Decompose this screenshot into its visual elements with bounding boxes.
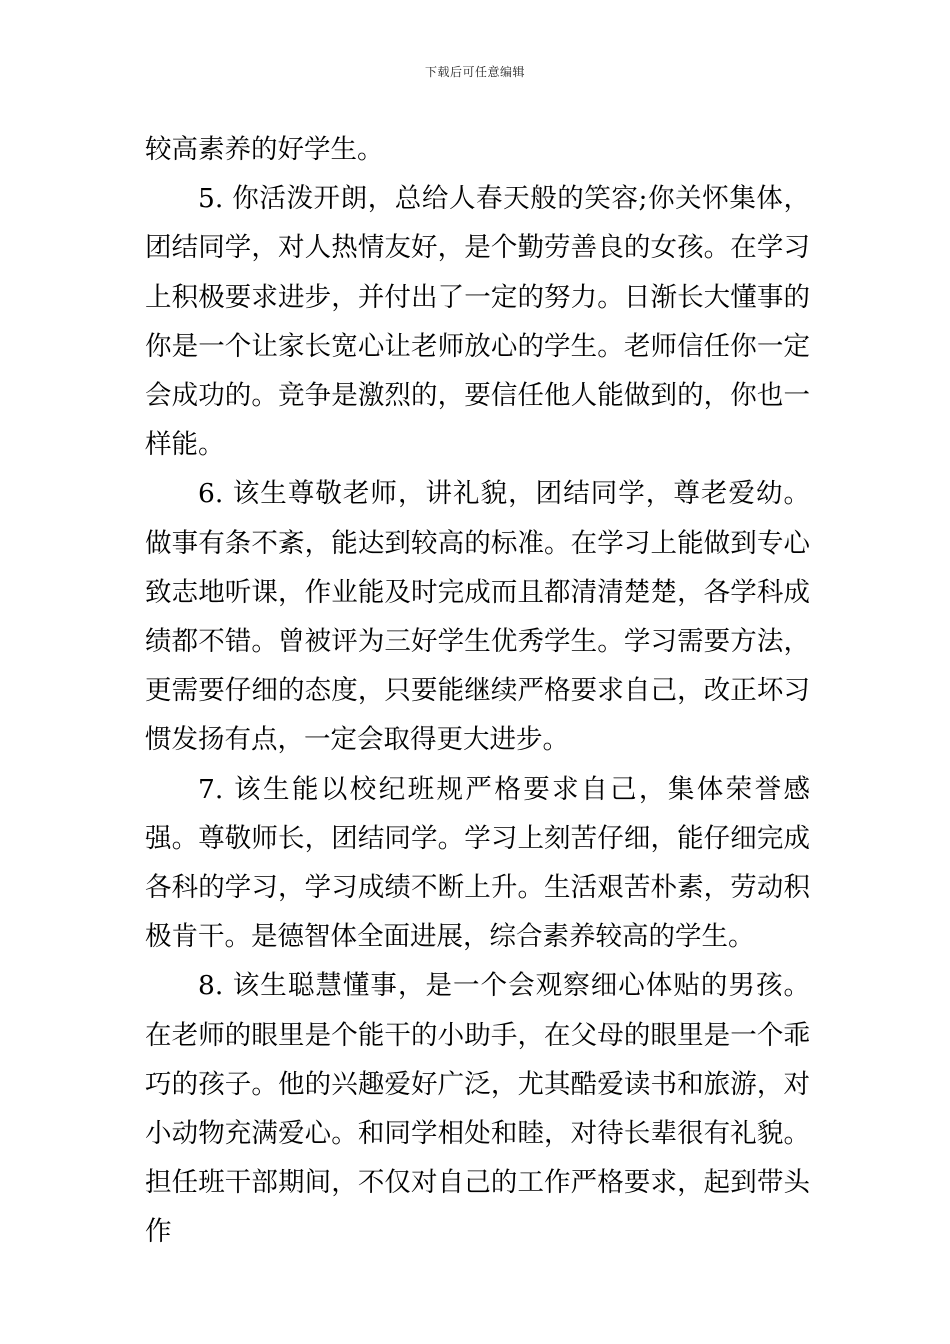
- paragraph-item-7: 7. 该生能以校纪班规严格要求自己，集体荣誉感强。尊敬师长，团结同学。学习上刻苦仔细，能仔细完成各科的学习，学习成绩不断上升。生活艰苦朴素，劳动积极肯干。是德智体全面进展，综合素养较高的学生。: [145, 773, 810, 953]
- header-note: 下载后可任意编辑: [424, 65, 525, 79]
- document-body: [145, 125, 810, 1257]
- paragraph-continuation: 较高素养的好学生。: [145, 134, 384, 165]
- paragraph-item-6: 6. 该生尊敬老师，讲礼貌，团结同学，尊老爱幼。做事有条不紊，能达到较高的标准。在学习上能做到专心致志地听课，作业能及时完成而且都清清楚楚，各学科成绩都不错。曾被评为三好学生优秀学生。学习需要方法，更需要仔细的态度，只要能继续严格要求自己，改正坏习惯发扬有点，一定会取得更大进步。: [145, 478, 810, 756]
- paragraph-item-8: 8. 该生聪慧懂事，是一个会观察细心体贴的男孩。在老师的眼里是个能干的小助手，在父母的眼里是一个乖巧的孩子。他的兴趣爱好广泛，尤其酷爱读书和旅游，对小动物充满爱心。和同学相处和睦，对待长辈很有礼貌。担任班干部期间，不仅对自己的工作严格要求，起到带头作: [145, 970, 810, 1248]
- paragraph-item-5: 5. 你活泼开朗，总给人春天般的笑容;你关怀集体，团结同学，对人热情友好，是个勤劳善良的女孩。在学习上积极要求进步，并付出了一定的努力。日渐长大懂事的你是一个让家长宽心让老师放心的学生。老师信任你一定会成功的。竞争是激烈的，要信任他人能做到的，你也一样能。: [145, 183, 810, 461]
